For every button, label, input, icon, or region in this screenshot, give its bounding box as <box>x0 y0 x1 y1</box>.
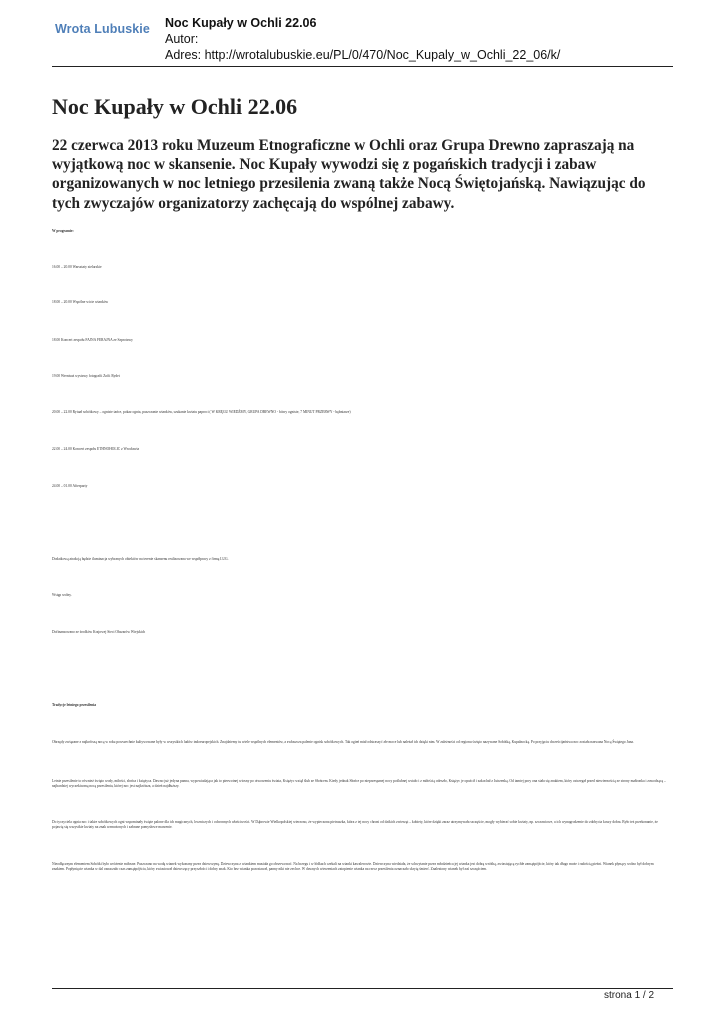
header-divider <box>52 66 673 67</box>
program-item: 24.00 – 01.00 Afterparty <box>52 484 88 488</box>
note: Wstęp wolny. <box>52 593 72 597</box>
body-paragraph: Letnie przesilenie to również święto wody, miłości, słońca i księżyca. Dawno już jedyna panna, wypowiadająca jak to pierwotnej wiosny po otworzeniu świata, Księżyc wziął ślub ze Słońcem. Kiedy jednak Słońce po nieprzespanej nocy poślubnej wstało i z miłością odeszło, Księżyc je opuścił i zakochał z Jutrzenką. Od tamtej pory ona stała się znakiem, który ostrzegał przed niewiernością ze strony małżonka i zawodzącą – najbardziej wyczekiwaną nocą przesilenia, której noc jest najkrótsza, a dzień najdłuższy. <box>52 779 666 788</box>
program-heading: W programie: <box>52 229 74 233</box>
program-item: 18.00 Koncert zespołu FAJNA FERAJNA ze Szprotawy <box>52 338 133 342</box>
program-item: 18.00 – 20.00 Wspólne wicie wianków <box>52 300 109 304</box>
note: Dofinansowano ze środków Krajowej Sieci Obszarów Wiejskich <box>52 630 146 634</box>
program-item: 19.00 Wernisaż wystawy fotografii Zofii Rydet <box>52 374 120 378</box>
site-logo: Wrota Lubuskie <box>55 22 150 36</box>
body-paragraph: Obrzędy związane z najkrótszą nocą w roku powszechnie kultywowane były w wszystkich ludów indoeuropejskich. Znajdziemy tu wiele wspólnych elementów, a zwłaszcza palenie ognisk sobótkowych. Tak ogień miał odstraszyć złe moce lub należał ich dzięki nim. W zależności od regionu święto nazywane Sobótką, Kupalnocką. Po przyjęciu chrześcijaństwa noc została nazwana Nocą Świętego Jana. <box>52 740 634 744</box>
program-item: 22.00 – 24.00 Koncert zespołu ETHNOHOLIC z Wrocławia <box>52 447 140 451</box>
header-address: Adres: http://wrotalubuskie.eu/PL/0/470/Noc_Kupaly_w_Ochli_22_06/k/ <box>165 48 561 62</box>
section-heading: Tradycje letniego przesilenia <box>52 703 97 707</box>
header-author: Autor: <box>165 32 199 46</box>
program-item: 20.00 – 22.00 Rytuał sobótkowy – ogniste tańce, pokaz ognia, puszczanie wianków, szukanie kwiatu paproci ( W KRĘGU WIEDŹMY, GRUPA DREWNO - bitwy ogniste, 7 MINUT PRZERWY - bębniarze) <box>52 410 351 414</box>
header-title: Noc Kupały w Ochli 22.06 <box>165 16 317 30</box>
article-title: Noc Kupały w Ochli 22.06 <box>52 94 298 119</box>
article-lead: 22 czerwca 2013 roku Muzeum Etnograficzne w Ochli oraz Grupa Drewno zapraszają na wyjątkową noc w skansenie. Noc Kupały wywodzi się z pogańskich tradycji i zabaw organizowanych w noc letniego przesilenia zwaną także Nocą Świętojańską. Nawiązując do tych zwyczajów organizatorzy zachęcają do wspólnej zabawy. <box>52 137 646 212</box>
page-header <box>165 15 560 63</box>
page-number: strona 1 / 2 <box>604 990 655 1001</box>
body-paragraph: Nieodłącznym elementem Sobótki było wróżenie miłosne. Puszczano na wodę wianek wykonany przez dziewczynę. Dziewczyna z wiankiem musiała go obserwować. Na brzegu i w łódkach czekali na wianki kawalerowie. Dziewczyna wiedziała, że schwytanie przez młodzieńca jej wianka jest dobrą wróżbą, zwiastującą rychłe zamążpójście, który tak długo może i radością pieśni. Wianek płynący wolno był dobrym znakiem. Popłynięcie wianka w dal oznaczało czas zamążpójścia, który zwiastował dziewczęcy przyszłości i dobry znak. Kto bez wianka pozostawał, panny nikt nie zechce. W dawnych wierzeniach zatopienie wianka na rzecz przesilenia oznaczało skrytą śmierć. Znaleziony wianek był zaś szczęściem. <box>52 862 654 871</box>
body-paragraph: Do tyczyciela ognia noc i także sobótkowych ogni wspominały święte palone dla ich magicznych, leczniczych i ochronnych właściwości. W Dąbrowie Wielkopolskiej wierzono, że wypieczona pietruszka, która z tej nocy chroni od dzikich zwierząt – kobiety, które dzięki zaraz utrzymywała szczęście, mogły wybierać sobie kwiaty, np. szczawiowe, a ich wynagrodzenie do zdobycia koszy dobra. Było też przekonanie, że pojawią się wszystkie kwiaty na znak wzmożonych i zabrane pomysłowe marzenie. <box>52 820 658 829</box>
footer-divider <box>52 988 673 989</box>
note: Dodatkową atrakcją będzie iluminacja wybranych obiektów na terenie skansenu realizowana we współpracy z firmą LUG. <box>52 557 229 561</box>
program-item: 16.00 – 20.00 Warsztaty zielarskie <box>52 265 102 269</box>
